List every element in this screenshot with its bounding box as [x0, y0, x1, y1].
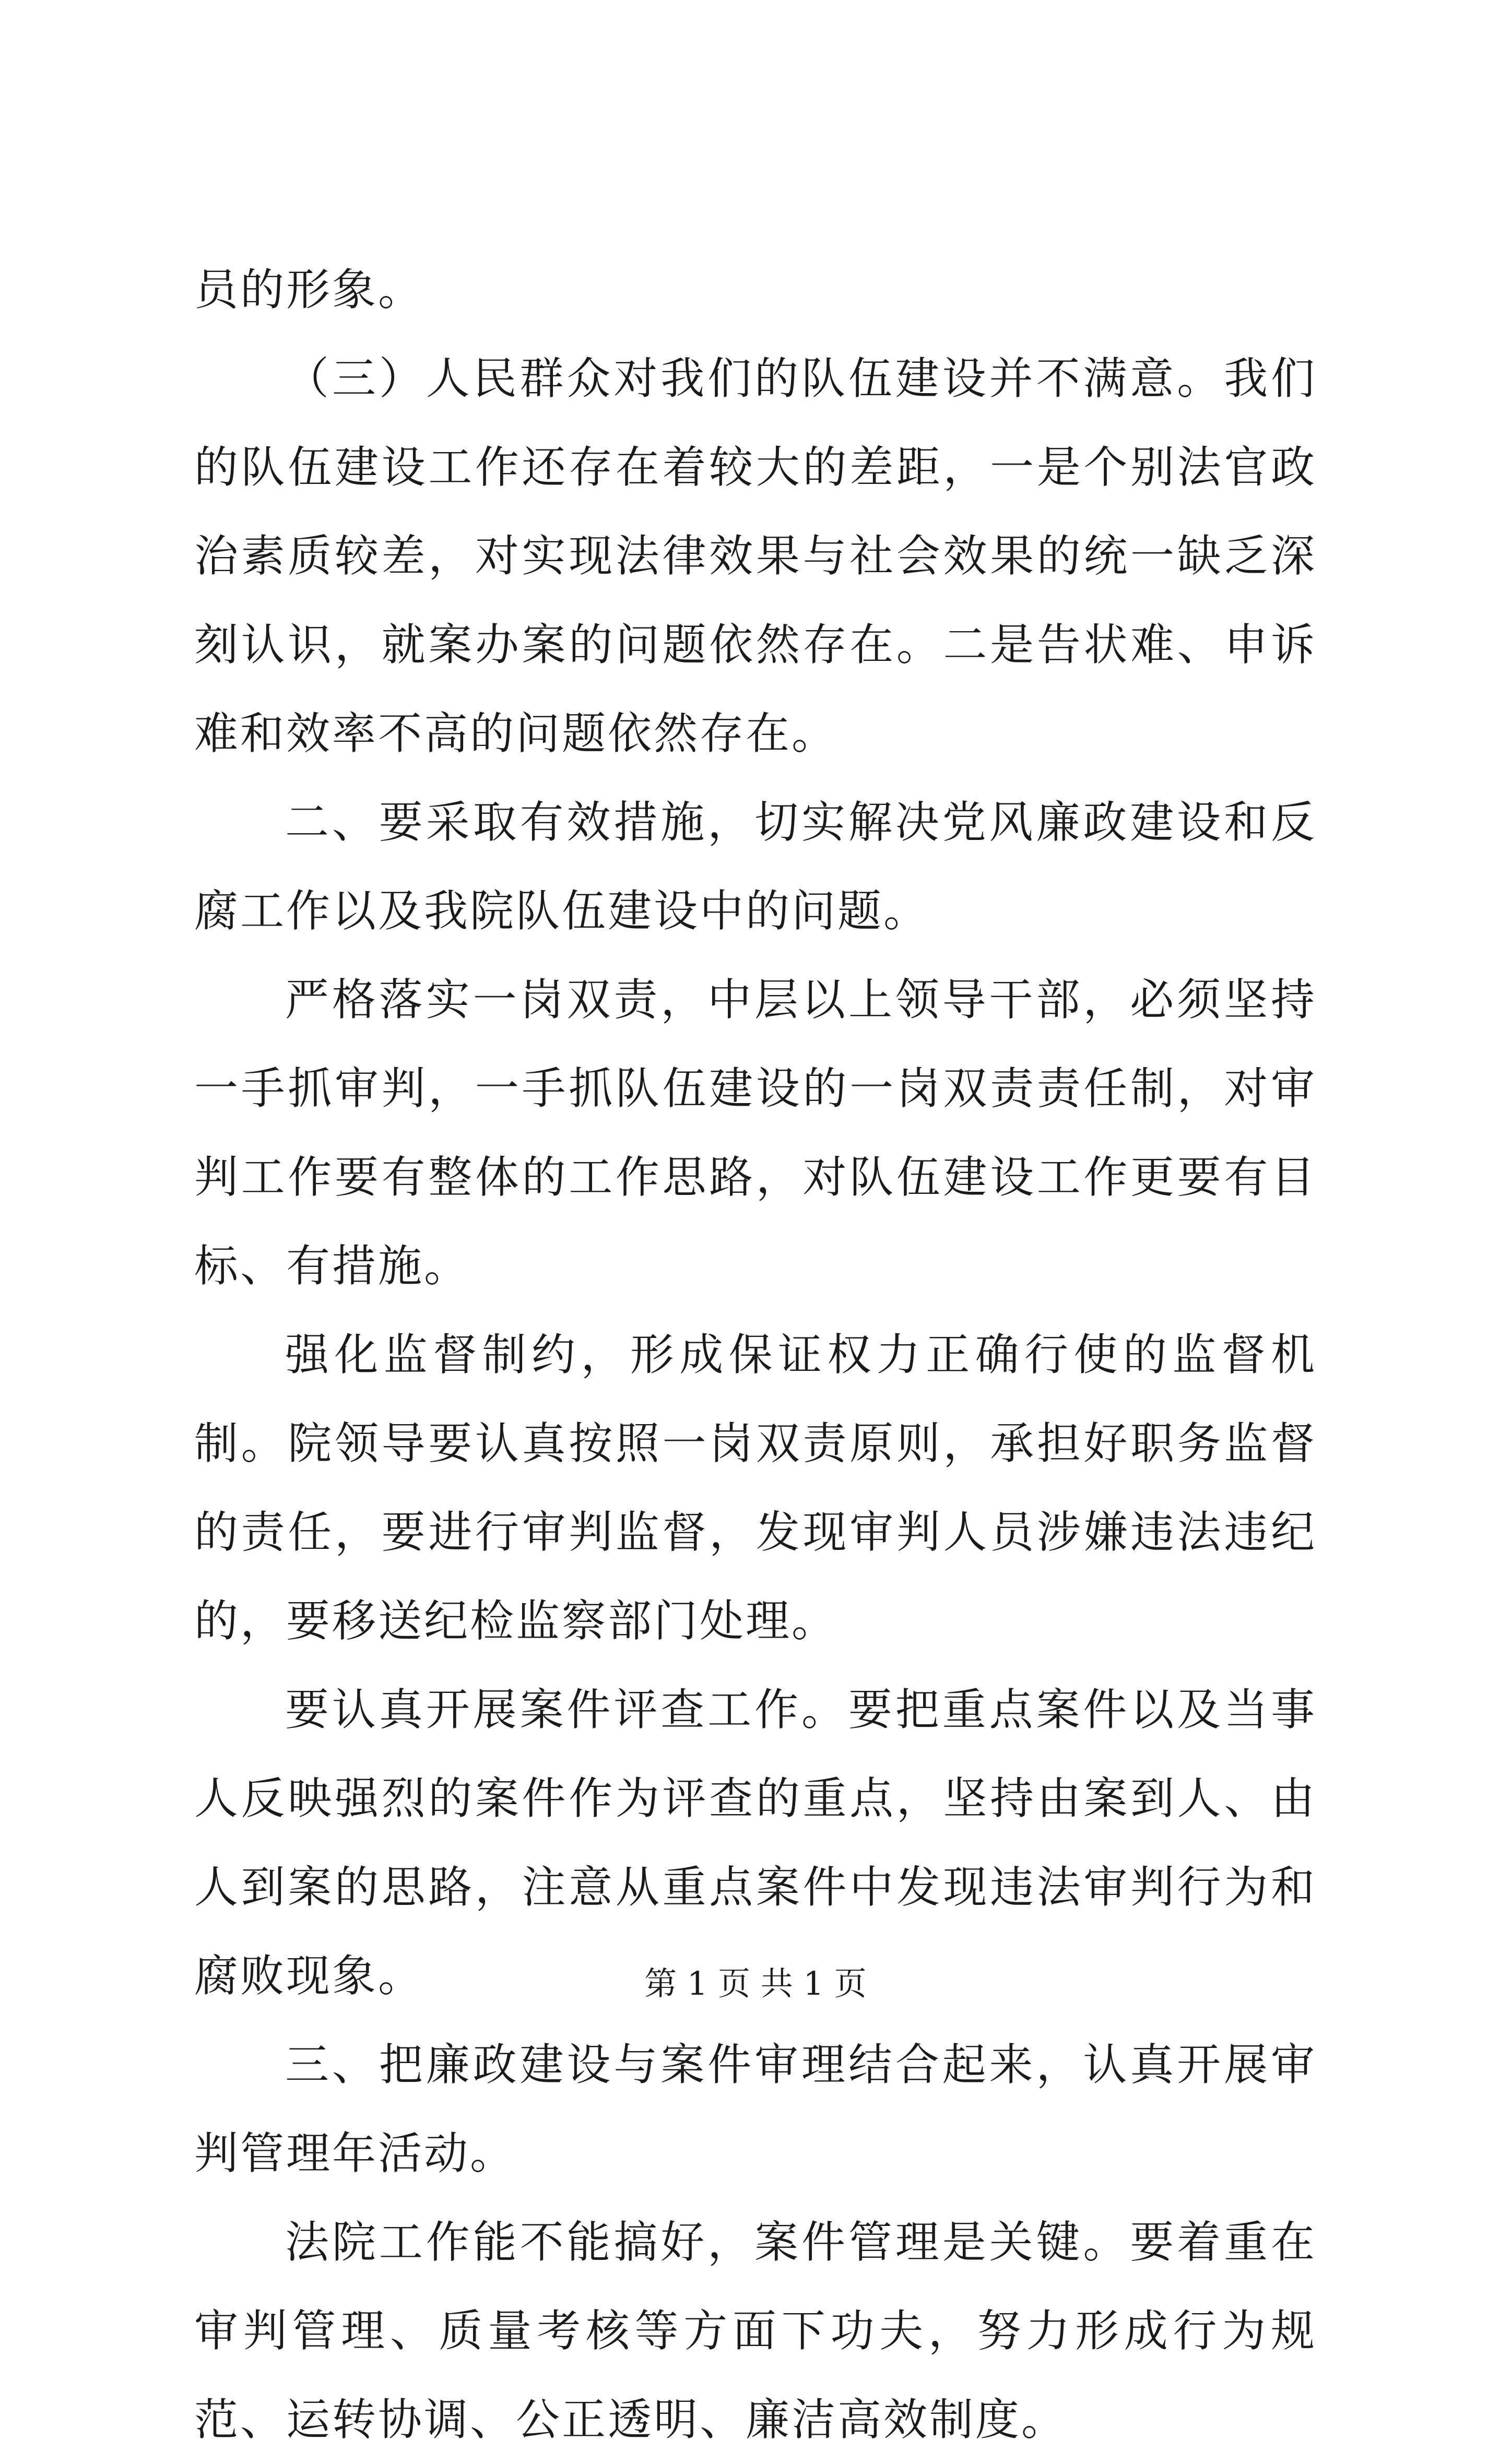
paragraph-6: 要认真开展案件评查工作。要把重点案件以及当事人反映强烈的案件作为评查的重点，坚持由案到人、由人到案的思路，注意从重点案件中发现违法审判行为和腐败现象。	[194, 1684, 1317, 2001]
paragraph-3: 二、要采取有效措施，切实解决党风廉政建设和反腐工作以及我院队伍建设中的问题。	[194, 797, 1317, 937]
paragraph-5: 强化监督制约，形成保证权力正确行使的监督机制。院领导要认真按照一岗双责原则，承担好职务监督的责任，要进行审判监督，发现审判人员涉嫌违法违纪的，要移送纪检监察部门处理。	[194, 1329, 1317, 1646]
page-number-footer: 第 1 页 共 1 页	[644, 1964, 867, 2003]
paragraph-8: 法院工作能不能搞好，案件管理是关键。要着重在审判管理、质量考核等方面下功夫，努力形成行为规范、运转协调、公正透明、廉洁高效制度。	[194, 2217, 1317, 2445]
document-body	[194, 245, 1317, 2464]
paragraph-1: 员的形象。	[194, 264, 424, 315]
paragraph-4: 严格落实一岗双责，中层以上领导干部，必须坚持一手抓审判，一手抓队伍建设的一岗双责责任制，对审判工作要有整体的工作思路，对队伍建设工作更要有目标、有措施。	[194, 974, 1317, 1292]
paragraph-2: （三）人民群众对我们的队伍建设并不满意。我们的队伍建设工作还存在着较大的差距，一是个别法官政治素质较差，对实现法律效果与社会效果的统一缺乏深刻认识，就案办案的问题依然存在。二是告状难、申诉难和效率不高的问题依然存在。	[194, 353, 1317, 759]
paragraph-7: 三、把廉政建设与案件审理结合起来，认真开展审判管理年活动。	[194, 2039, 1317, 2179]
